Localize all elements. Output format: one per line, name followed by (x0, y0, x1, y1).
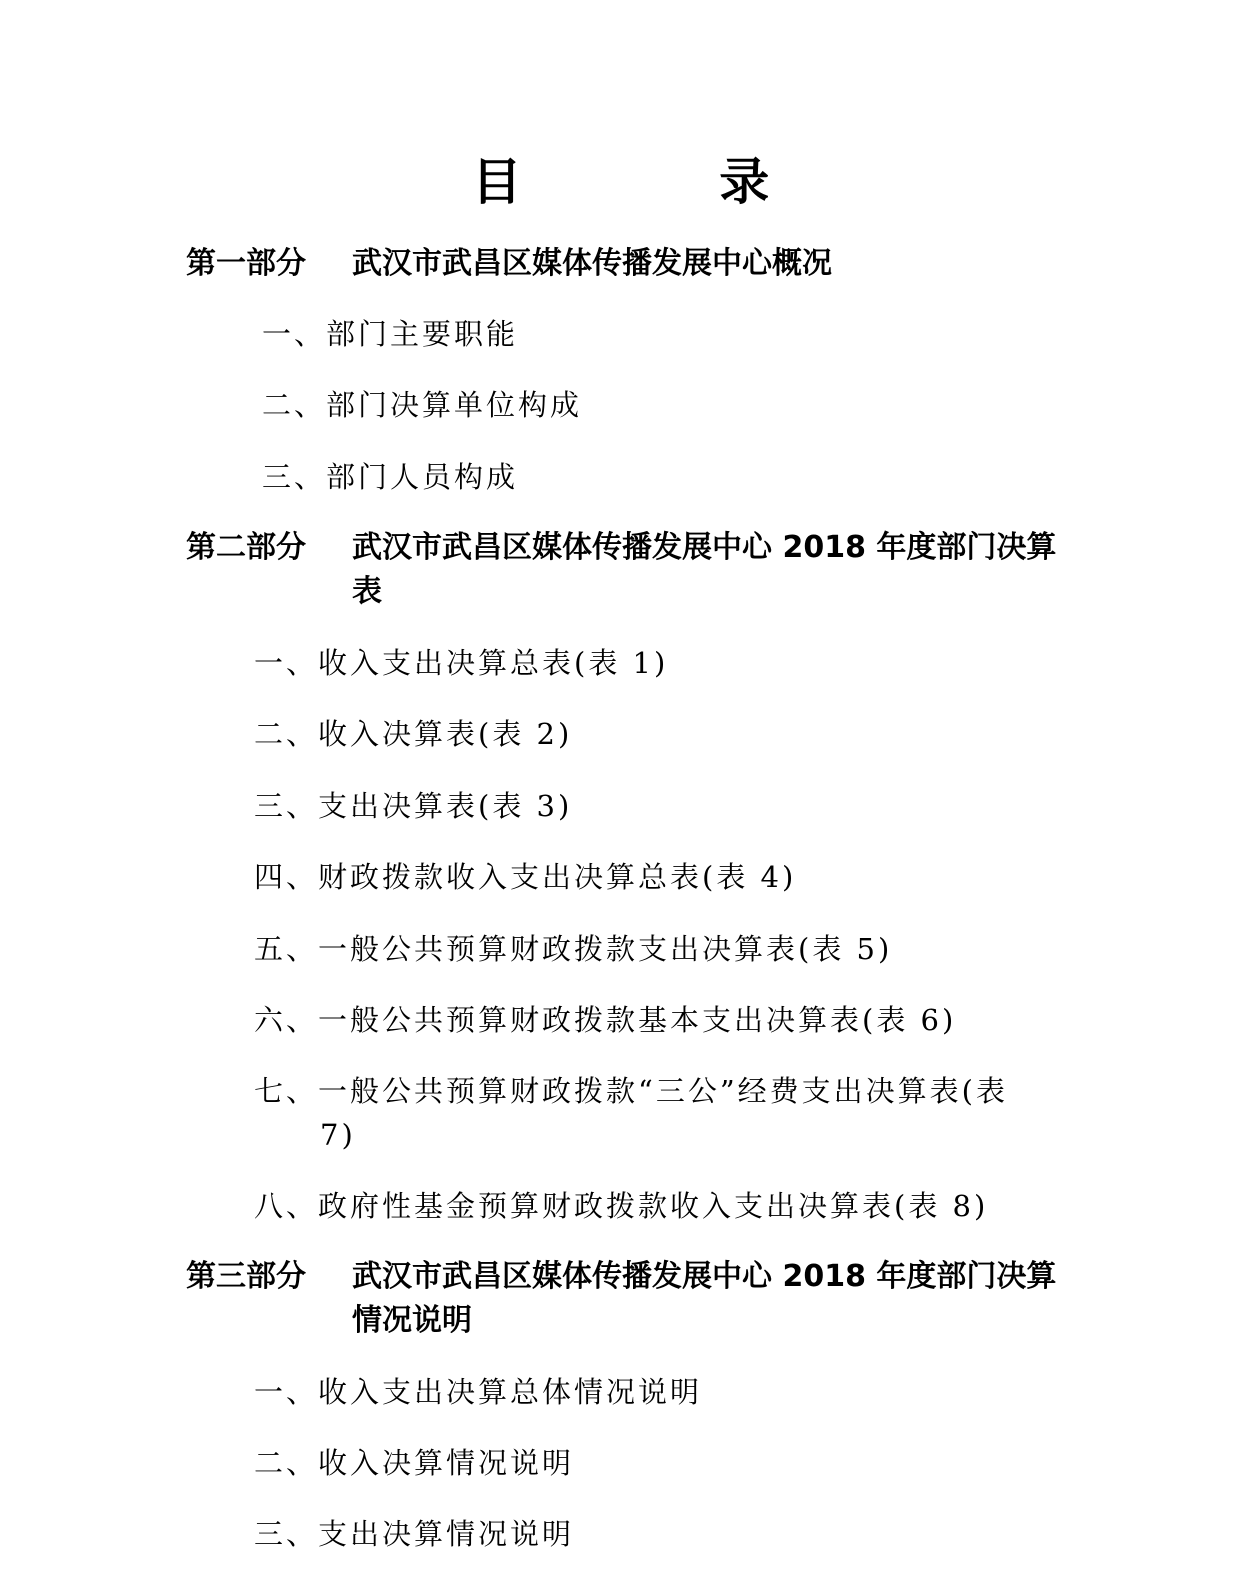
part-title: 武汉市武昌区媒体传播发展中心 2018 年度部门决算表 (352, 530, 1057, 609)
part-title: 武汉市武昌区媒体传播发展中心 2018 年度部门决算情况说明 (352, 1259, 1057, 1338)
part-label: 第一部分 (186, 246, 306, 281)
toc-item[interactable]: 一、部门主要职能 (262, 317, 519, 351)
part-1-heading[interactable] (186, 242, 1066, 286)
toc-item[interactable]: 六、一般公共预算财政拨款基本支出决算表(表 6) (254, 1003, 957, 1037)
toc-item[interactable]: 一、收入支出决算总体情况说明 (254, 1375, 703, 1409)
toc-item[interactable]: 三、部门人员构成 (262, 460, 519, 494)
toc-item-text: 七、一般公共预算财政拨款“三公”经费支出决算表(表 7) (254, 1074, 1008, 1152)
toc-item[interactable]: 二、部门决算单位构成 (262, 388, 583, 422)
toc-item[interactable]: 八、政府性基金预算财政拨款收入支出决算表(表 8) (254, 1189, 989, 1223)
toc-item[interactable] (254, 1069, 1054, 1157)
part-2-heading[interactable] (186, 526, 1066, 614)
toc-item[interactable]: 四、财政拨款收入支出决算总表(表 4) (254, 860, 797, 894)
part-title: 武汉市武昌区媒体传播发展中心概况 (352, 246, 832, 281)
toc-item[interactable]: 三、支出决算情况说明 (254, 1517, 575, 1551)
toc-item[interactable]: 二、收入决算表(表 2) (254, 717, 573, 751)
part-label: 第二部分 (186, 530, 306, 565)
part-3-heading[interactable] (186, 1255, 1066, 1343)
page-title: 目 录 (471, 153, 860, 211)
toc-item[interactable]: 二、收入决算情况说明 (254, 1446, 575, 1480)
toc-item[interactable]: 三、支出决算表(表 3) (254, 789, 573, 823)
part-label: 第三部分 (186, 1259, 306, 1294)
toc-item[interactable]: 五、一般公共预算财政拨款支出决算表(表 5) (254, 932, 893, 966)
toc-item[interactable]: 一、收入支出决算总表(表 1) (254, 646, 669, 680)
